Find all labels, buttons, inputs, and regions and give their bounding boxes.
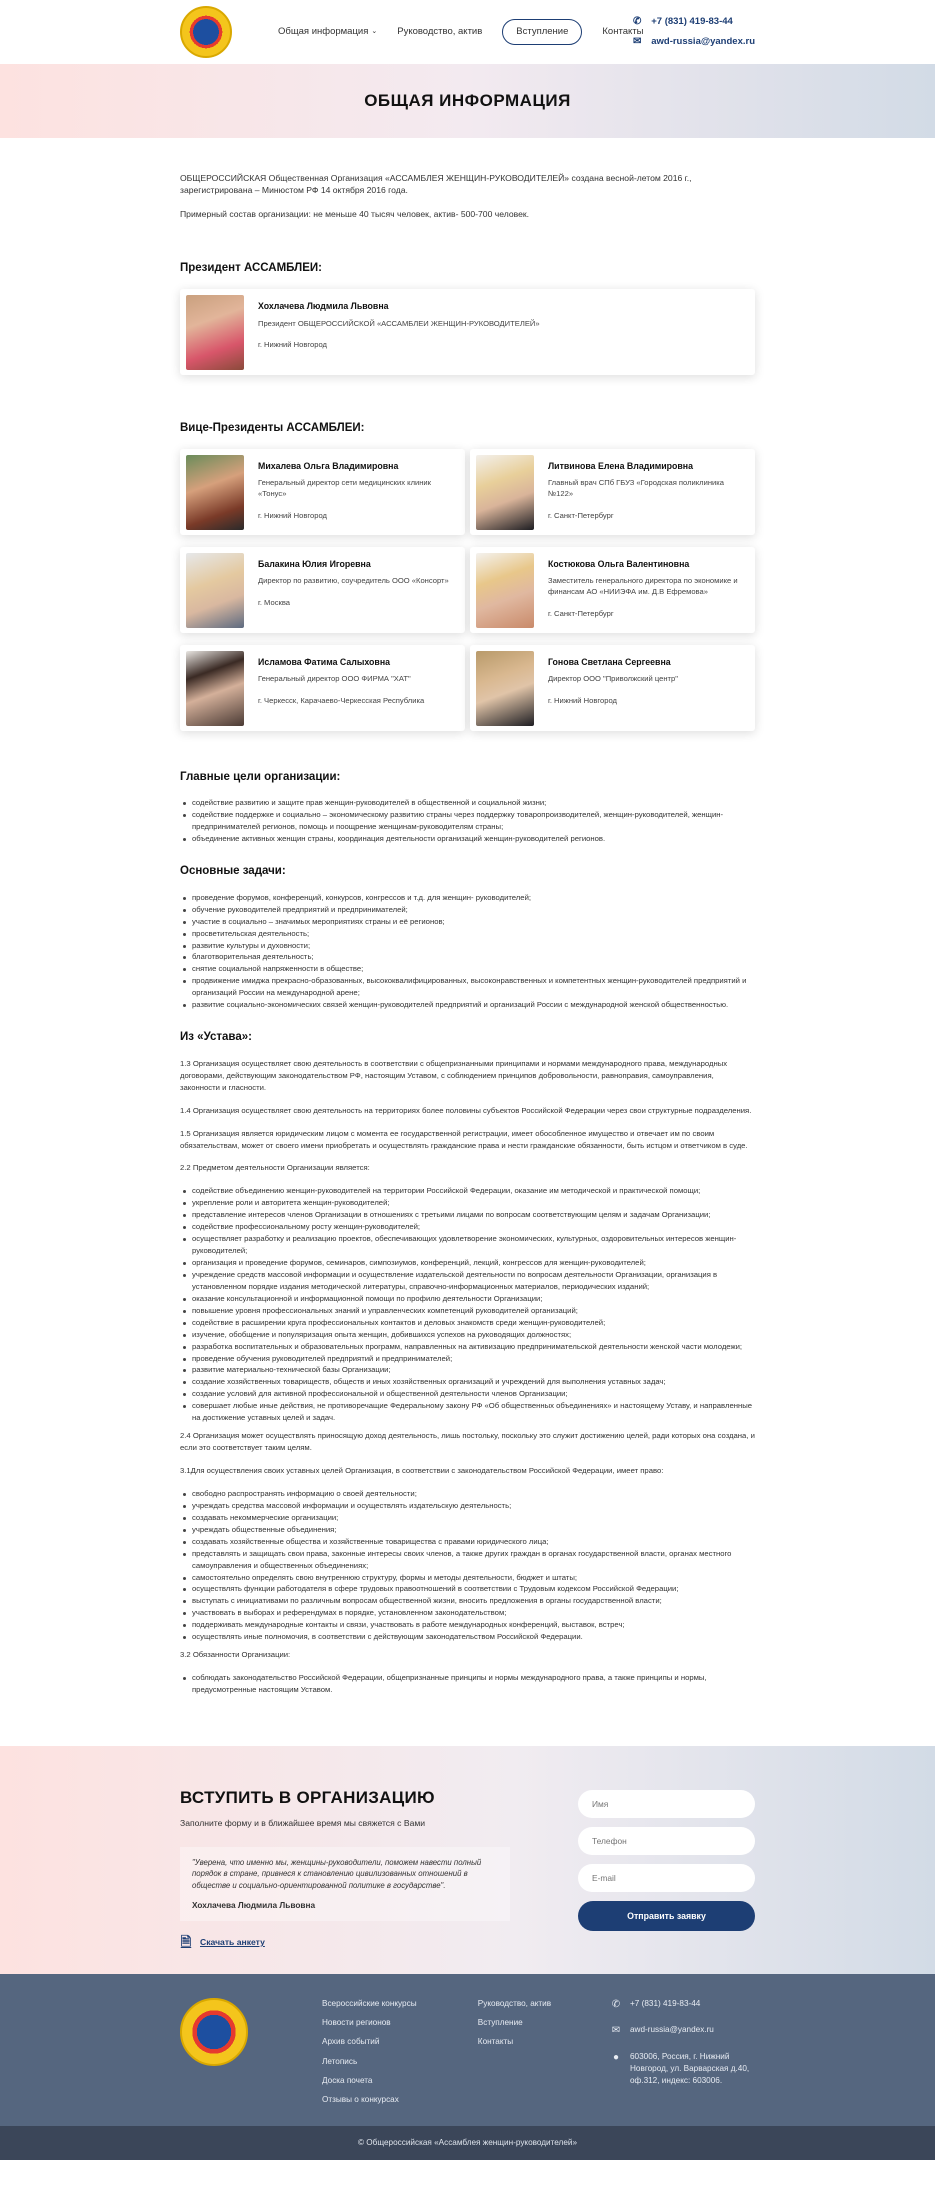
person-name: Исламова Фатима Салыховна bbox=[258, 656, 391, 667]
charter-clause: 3.2 Обязанности Организации: bbox=[180, 1650, 291, 1660]
footer-logo[interactable] bbox=[180, 1998, 248, 2066]
list-item: объединение активных женщин страны, координация деятельности организаций женщин-руководителей регионов. bbox=[180, 833, 755, 845]
person-position: Директор по развитию, соучредитель ООО «Консорт» bbox=[258, 576, 449, 586]
nav-label: Общая информация bbox=[278, 26, 369, 38]
document-icon: 🗎 bbox=[180, 1933, 192, 1949]
submit-button[interactable]: Отправить заявку bbox=[578, 1901, 755, 1931]
phone-input[interactable] bbox=[578, 1827, 755, 1855]
list-item: организация и проведение форумов, семинаров, симпозиумов, конференций, лекций, конгрессов для женщин-руководителей; bbox=[180, 1257, 755, 1269]
list-item: создавать хозяйственные общества и хозяйственные товарищества с правами юридического лица; bbox=[180, 1536, 755, 1548]
list-item: создавать некоммерческие организации; bbox=[180, 1512, 755, 1524]
intro-section bbox=[180, 138, 755, 220]
footer-link[interactable]: Архив событий bbox=[322, 2037, 380, 2047]
list-item: повышение уровня профессиональных знаний и управленческих компетенций руководителей организаций; bbox=[180, 1305, 755, 1317]
mail-icon: ✉ bbox=[633, 35, 642, 47]
list-item: совершает любые иные действия, не противоречащие Федеральному закону РФ «Об общественных объединениях» и настоящему Уставу, и направленные на достижение уставных целей и задач. bbox=[180, 1400, 755, 1424]
list-item: поддерживать международные контакты и связи, участвовать в работе международных конференций, выставок, встреч; bbox=[180, 1619, 755, 1631]
person-name: Хохлачева Людмила Львовна bbox=[258, 301, 389, 312]
vice-card bbox=[180, 645, 465, 731]
vice-card bbox=[470, 449, 755, 535]
list-item: благотворительная деятельность; bbox=[180, 951, 755, 963]
main-nav bbox=[278, 19, 663, 45]
intro-text-2: Примерный состав организации: не меньше 40 тысяч человек, актив- 500-700 человек. bbox=[180, 208, 529, 219]
person-city: г. Санкт-Петербург bbox=[548, 608, 614, 618]
download-label: Скачать анкету bbox=[200, 1937, 265, 1948]
quote-author: Хохлачева Людмила Львовна bbox=[192, 1899, 316, 1910]
person-name: Балакина Юлия Игоревна bbox=[258, 558, 371, 569]
vice-card bbox=[470, 645, 755, 731]
footer-phone[interactable]: +7 (831) 419-83-44 bbox=[630, 1998, 701, 2008]
intro-text-1: ОБЩЕРОССИЙСКАЯ Общественная Организация «АССАМБЛЕЯ ЖЕНЩИН-РУКОВОДИТЕЛЕЙ» создана весной-летом 2016 г., зарегистрирована – Минюстом РФ 14 октября 2016 года. bbox=[180, 173, 692, 196]
list-item: создание хозяйственных товариществ, обществ и иных хозяйственных организаций и учреждений для выполнения уставных задач; bbox=[180, 1376, 755, 1388]
location-pin-icon: ● bbox=[612, 2051, 620, 2063]
person-photo bbox=[476, 651, 534, 726]
person-city: г. Черкесск, Карачаево-Черкесская Республика bbox=[258, 696, 425, 706]
list-item: укрепление роли и авторитета женщин-руководителей; bbox=[180, 1197, 755, 1209]
goals-list bbox=[180, 797, 755, 845]
tasks-heading: Основные задачи: bbox=[180, 865, 286, 878]
vice-card bbox=[180, 547, 465, 633]
person-photo bbox=[476, 455, 534, 530]
footer-link[interactable]: Новости регионов bbox=[322, 2018, 391, 2028]
person-photo bbox=[186, 455, 244, 530]
person-city: г. Нижний Новгород bbox=[548, 696, 617, 706]
header-contacts bbox=[631, 12, 755, 52]
phone-icon: ✆ bbox=[633, 15, 642, 27]
person-position: Заместитель генерального директора по экономике и финансам АО «НИИЭФА им. Д.В Ефремова» bbox=[548, 576, 738, 597]
phone-icon: ✆ bbox=[611, 1998, 621, 2010]
page-title: ОБЩАЯ ИНФОРМАЦИЯ bbox=[364, 90, 571, 110]
list-item: содействие объединению женщин-руководителей на территории Российской Федерации, оказание им методической и практической помощи; bbox=[180, 1185, 755, 1197]
list-item: продвижение имиджа прекрасно-образованных, высококвалифицированных, высоконравственных и компетентных женщин-руководителей предприятий и организаций России на международной арене; bbox=[180, 975, 755, 999]
person-position: Директор ООО "Приволжский центр" bbox=[548, 674, 678, 684]
charter-heading: Из «Устава»: bbox=[180, 1031, 252, 1044]
header-email[interactable]: awd-russia@yandex.ru bbox=[651, 36, 755, 48]
tasks-list bbox=[180, 892, 755, 1011]
list-item: просветительская деятельность; bbox=[180, 928, 755, 940]
name-input[interactable] bbox=[578, 1790, 755, 1818]
list-item: представление интересов членов Организации в отношениях с третьими лицами по вопросам соответствующим целям и задачам Организации; bbox=[180, 1209, 755, 1221]
list-item: содействие профессиональному росту женщин-руководителей; bbox=[180, 1221, 755, 1233]
president-quote bbox=[180, 1847, 510, 1921]
charter-list-3-2 bbox=[180, 1672, 755, 1696]
nav-general-info[interactable] bbox=[278, 25, 377, 39]
vice-presidents-heading: Вице-Президенты АССАМБЛЕИ: bbox=[180, 422, 365, 435]
charter-clause: 2.2 Предметом деятельности Организации является: bbox=[180, 1163, 370, 1173]
nav-join-button[interactable]: Вступление bbox=[502, 19, 582, 45]
footer-links-2 bbox=[478, 1998, 610, 2113]
list-item: содействие поддержке и социально – экономическому развитию страны через поддержку товаропроизводителей, женщин-руководителей, женщин-предпринимателей регионов, помощь и поощрение женщинам-руководителям страны; bbox=[180, 809, 755, 833]
join-form bbox=[578, 1790, 755, 1931]
president-photo bbox=[186, 295, 244, 370]
list-item: учреждать общественные объединения; bbox=[180, 1524, 755, 1536]
list-item: свободно распространять информацию о своей деятельности; bbox=[180, 1488, 755, 1500]
list-item: участие в социально – значимых мероприятиях страны и её регионов; bbox=[180, 916, 755, 928]
list-item: самостоятельно определять свою внутреннюю структуру, формы и методы деятельности, бюджет и штаты; bbox=[180, 1572, 755, 1584]
footer-link[interactable]: Летопись bbox=[322, 2056, 358, 2066]
vice-card bbox=[180, 449, 465, 535]
person-city: г. Нижний Новгород bbox=[258, 340, 327, 350]
person-photo bbox=[186, 553, 244, 628]
person-name: Литвинова Елена Владимировна bbox=[548, 460, 694, 471]
footer-links-1 bbox=[322, 1998, 478, 2113]
mail-icon: ✉ bbox=[611, 2025, 621, 2037]
vice-card bbox=[470, 547, 755, 633]
join-title: ВСТУПИТЬ В ОРГАНИЗАЦИЮ bbox=[180, 1787, 435, 1807]
charter-clause: 1.3 Организация осуществляет свою деятельность в соответствии с общепризнанными принципами и нормами международного права, международных договорами, действующим законодательством РФ, настоящим Уставом, с соблюдением принципов добровольности, равноправия, самоуправления, законности и гласности. bbox=[180, 1058, 728, 1092]
download-form-link[interactable] bbox=[180, 1933, 755, 1952]
list-item: осуществлять иные полномочия, в соответствии с действующим законодательством Российской Федерации. bbox=[180, 1631, 755, 1643]
list-item: учреждать средства массовой информации и осуществлять издательскую деятельность; bbox=[180, 1500, 755, 1512]
footer-link[interactable]: Доска почета bbox=[322, 2075, 373, 2085]
person-city: г. Москва bbox=[258, 598, 290, 608]
vice-presidents-grid bbox=[180, 449, 755, 731]
site-footer bbox=[0, 1974, 935, 2126]
person-position: Президент ОБЩЕРОССИЙСКОЙ «АССАМБЛЕИ ЖЕНЩИН-РУКОВОДИТЕЛЕЙ» bbox=[258, 318, 540, 328]
list-item: соблюдать законодательство Российской Федерации, общепризнанные принципы и нормы международного права, а также принципы и нормы, предусмотренные настоящим Уставом. bbox=[180, 1672, 755, 1696]
list-item: проведение обучения руководителей предприятий и предпринимателей; bbox=[180, 1353, 755, 1365]
list-item: выступать с инициативами по различным вопросам общественной жизни, вносить предложения в органы государственной власти; bbox=[180, 1595, 755, 1607]
president-heading: Президент АССАМБЛЕИ: bbox=[180, 262, 322, 275]
footer-link[interactable]: Вступление bbox=[477, 2018, 523, 2028]
list-item: представлять и защищать свои права, законные интересы своих членов, а также других граждан в органах государственной власти, органах местного самоуправления и общественных объединениях; bbox=[180, 1548, 755, 1572]
list-item: создание условий для активной профессиональной и общественной деятельности членов Организации; bbox=[180, 1388, 755, 1400]
footer-link[interactable]: Всероссийские конкурсы bbox=[322, 1998, 417, 2008]
footer-link[interactable]: Отзывы о конкурсах bbox=[322, 2094, 399, 2104]
list-item: развитие культуры и духовности; bbox=[180, 940, 755, 952]
list-item: обучение руководителей предприятий и предпринимателей; bbox=[180, 904, 755, 916]
quote-text: "Уверена, что именно мы, женщины-руководители, поможем навести полный порядок в стране, привнеся к становлению цивилизованных отношений в обществе и социально-ориентированной политике в государстве". bbox=[192, 1858, 482, 1890]
person-position: Генеральный директор сети медицинских клиник «Тонус» bbox=[258, 478, 431, 499]
assembly-logo[interactable] bbox=[180, 6, 232, 58]
charter-list-2-2 bbox=[180, 1185, 755, 1424]
join-section bbox=[0, 1746, 935, 1974]
person-position: Главный врач СПб ГБУЗ «Городская поликлиника №122» bbox=[548, 478, 724, 499]
list-item: осуществлять функции работодателя в сфере трудовых правоотношений в соответствии с Трудовым кодексом Российской Федерации; bbox=[180, 1583, 755, 1595]
person-position: Генеральный директор ООО ФИРМА "ХАТ" bbox=[258, 674, 411, 684]
person-city: г. Нижний Новгород bbox=[258, 510, 327, 520]
nav-contacts[interactable]: Контакты bbox=[602, 26, 644, 38]
person-photo bbox=[476, 553, 534, 628]
footer-link[interactable]: Контакты bbox=[477, 2037, 514, 2047]
list-item: содействие в расширении круга профессиональных контактов и деловых знакомств среди женщин-руководителей; bbox=[180, 1317, 755, 1329]
footer-email[interactable]: awd-russia@yandex.ru bbox=[630, 2025, 714, 2035]
chevron-down-icon: ⌄ bbox=[371, 27, 378, 35]
nav-leadership[interactable]: Руководство, актив bbox=[397, 26, 483, 38]
goals-heading: Главные цели организации: bbox=[180, 770, 341, 783]
list-item: содействие развитию и защите прав женщин-руководителей в общественной и социальной жизни; bbox=[180, 797, 755, 809]
footer-link[interactable]: Руководство, актив bbox=[477, 1998, 552, 2008]
join-subtitle: Заполните форму и в ближайшее время мы свяжется с Вами bbox=[180, 1817, 426, 1828]
footer-address: 603006, Россия, г. Нижний Новгород, ул. Варварская д.40, оф.312, индекс: 603006. bbox=[630, 2051, 750, 2085]
site-header bbox=[180, 0, 755, 64]
charter-list-3-1 bbox=[180, 1488, 755, 1643]
copyright: © Общероссийская «Ассамблея женщин-руководителей» bbox=[0, 2126, 935, 2160]
list-item: снятие социальной напряженности в обществе; bbox=[180, 963, 755, 975]
person-city: г. Санкт-Петербург bbox=[548, 510, 614, 520]
list-item: проведение форумов, конференций, конкурсов, конгрессов и т.д. для женщин- руководителей; bbox=[180, 892, 755, 904]
person-name: Костюкова Ольга Валентиновна bbox=[548, 558, 690, 569]
person-name: Михалева Ольга Владимировна bbox=[258, 460, 399, 471]
email-input[interactable] bbox=[578, 1864, 755, 1892]
header-phone[interactable]: +7 (831) 419-83-44 bbox=[651, 16, 733, 28]
page-hero bbox=[0, 64, 935, 138]
charter-clause: 3.1Для осуществления своих уставных целей Организация, в соответствии с законодательством Российской Федерации, имеет право: bbox=[180, 1466, 664, 1476]
list-item: разработка воспитательных и образовательных программ, направленных на активизацию предпринимательской деятельности женской части молодежи; bbox=[180, 1341, 755, 1353]
list-item: изучение, обобщение и популяризация опыта женщин, добившихся успехов на руководящих должностях; bbox=[180, 1329, 755, 1341]
person-name: Гонова Светлана Сергеевна bbox=[548, 656, 671, 667]
president-card bbox=[180, 289, 755, 375]
charter-clause: 2.4 Организация может осуществлять приносящую доход деятельность, лишь постольку, поскольку это служит достижению целей, ради которых она создана, и если это соответствует таким целям. bbox=[180, 1431, 755, 1453]
list-item: учреждение средств массовой информации и осуществление издательской деятельности по вопросам деятельности Организации, организация в установленном порядке издания методической литературы, справочно-информационных материалов, периодических изданий; bbox=[180, 1269, 755, 1293]
list-item: развитие материально-технической базы Организации; bbox=[180, 1364, 755, 1376]
list-item: оказание консультационной и информационной помощи по профилю деятельности Организации; bbox=[180, 1293, 755, 1305]
list-item: осуществляет разработку и реализацию проектов, обеспечивающих удовлетворение экономических, культурных, оздоровительных интересов женщин-руководителей; bbox=[180, 1233, 755, 1257]
footer-contacts bbox=[610, 1998, 755, 2113]
list-item: развитие социально-экономических связей женщин-руководителей предприятий и организаций России с международной женской общественностью. bbox=[180, 999, 755, 1011]
charter-clause: 1.4 Организация осуществляет свою деятельность на территориях более половины субъектов Российской Федерации через свои структурные подразделения. bbox=[180, 1105, 752, 1115]
charter-clause: 1.5 Организация является юридическим лицом с момента ее государственной регистрации, имеет обособленное имущество и отвечает им по своим обязательствам, может от своего имени приобретать и осуществлять гражданские права и нести гражданские обязанности, быть истцом и ответчиком в суде. bbox=[180, 1128, 748, 1150]
list-item: участвовать в выборах и референдумах в порядке, установленном законодательством; bbox=[180, 1607, 755, 1619]
person-photo bbox=[186, 651, 244, 726]
